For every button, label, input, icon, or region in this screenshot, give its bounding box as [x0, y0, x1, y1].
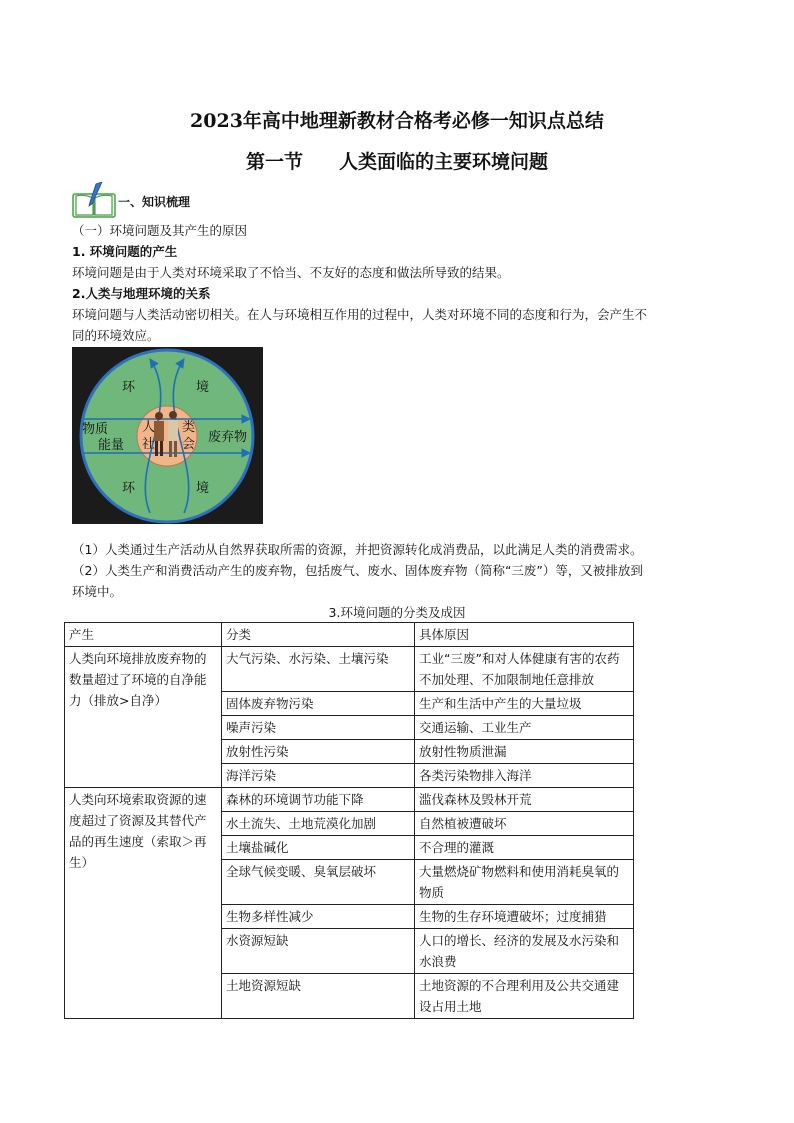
reason-cell: 大量燃烧矿物燃料和使用消耗臭氧的物质: [415, 860, 634, 905]
category-cell: 水资源短缺: [222, 929, 415, 974]
label-waste: 废弃物: [208, 430, 248, 445]
reason-cell: 交通运输、工业生产: [415, 716, 634, 740]
book-pen-icon: [72, 182, 116, 218]
category-cell: 放射性污染: [222, 740, 415, 764]
label-ren: 人: [142, 420, 156, 435]
reason-cell: 自然植被遭破坏: [415, 812, 634, 836]
reason-cell: 人口的增长、经济的发展及水污染和水浪费: [415, 929, 634, 974]
document-title: 2023年高中地理新教材合格考必修一知识点总结: [190, 110, 604, 132]
header-cell: 产生: [65, 623, 222, 647]
category-cell: 全球气候变暖、臭氧层破坏: [222, 860, 415, 905]
reason-cell: 生产和生活中产生的大量垃圾: [415, 692, 634, 716]
label-matter: 物质: [82, 422, 109, 437]
item1-title: 1. 环境问题的产生: [72, 244, 178, 259]
category-cell: 土地资源短缺: [222, 974, 415, 1019]
reason-cell: 各类污染物排入海洋: [415, 764, 634, 788]
note-2-line1: （2）人类生产和消费活动产生的废弃物，包括废气、废水、固体废弃物（简称“三废”）等，又被排放到: [72, 563, 643, 578]
item2-text-line1: 环境问题与人类活动密切相关。在人与环境相互作用的过程中，人类对环境不同的态度和行为，会产生不: [72, 307, 648, 322]
section-title: [0, 147, 794, 174]
cause-cell: 人类向环境排放废弃物的数量超过了环境的自净能力（排放>自净）: [65, 647, 222, 788]
item1-text: 环境问题是由于人类对环境采取了不恰当、不友好的态度和做法所导致的结果。: [72, 265, 510, 280]
category-cell: 森林的环境调节功能下降: [222, 788, 415, 812]
category-cell: 海洋污染: [222, 764, 415, 788]
item2-text-line2: 同的环境效应。: [72, 328, 160, 343]
note-1: （1）人类通过生产活动从自然界获取所需的资源，并把资源转化成消费品，以此满足人类的消费需求。: [72, 542, 643, 557]
reason-cell: 不合理的灌溉: [415, 836, 634, 860]
table-row: [65, 788, 634, 812]
reason-cell: 滥伐森林及毁林开荒: [415, 788, 634, 812]
category-cell: 固体废弃物污染: [222, 692, 415, 716]
table-row: [65, 647, 634, 692]
category-cell: 水土流失、土地荒漠化加剧: [222, 812, 415, 836]
section-name: 人类面临的主要环境问题: [339, 151, 549, 173]
label-jing-top: 境: [196, 380, 210, 395]
label-hui: 会: [182, 437, 196, 452]
cause-cell: 人类向环境索取资源的速度超过了资源及其替代产品的再生速度（索取＞再生）: [65, 788, 222, 1019]
reason-cell: 放射性物质泄漏: [415, 740, 634, 764]
label-she: 社: [142, 437, 156, 452]
human-environment-diagram: [72, 347, 263, 524]
label-huan-bottom: 环: [122, 481, 136, 496]
subheading-1: （一）环境问题及其产生的原因: [72, 223, 248, 238]
category-cell: 土壤盐碱化: [222, 836, 415, 860]
reason-cell: 生物的生存环境遭破坏；过度捕猎: [415, 905, 634, 929]
label-energy: 能量: [98, 438, 125, 453]
heading-knowledge: 一、知识梳理: [118, 195, 191, 209]
table-header-row: [65, 623, 634, 647]
category-cell: 噪声污染: [222, 716, 415, 740]
header-cell: 分类: [222, 623, 415, 647]
label-jing-bottom: 境: [196, 481, 210, 496]
label-lei: 类: [182, 420, 196, 435]
table-caption: 3.环境问题的分类及成因: [328, 605, 466, 620]
label-huan-top: 环: [122, 380, 136, 395]
reason-cell: 工业“三废”和对人体健康有害的农药不加处理、不加限制地任意排放: [415, 647, 634, 692]
item2-title: 2.人类与地理环境的关系: [72, 286, 211, 301]
note-2-line2: 环境中。: [72, 584, 123, 599]
category-cell: 大气污染、水污染、土壤污染: [222, 647, 415, 692]
header-cell: 具体原因: [415, 623, 634, 647]
environment-problems-table: [64, 622, 634, 1019]
reason-cell: 土地资源的不合理利用及公共交通建设占用土地: [415, 974, 634, 1019]
category-cell: 生物多样性减少: [222, 905, 415, 929]
section-number: 第一节: [245, 151, 303, 173]
